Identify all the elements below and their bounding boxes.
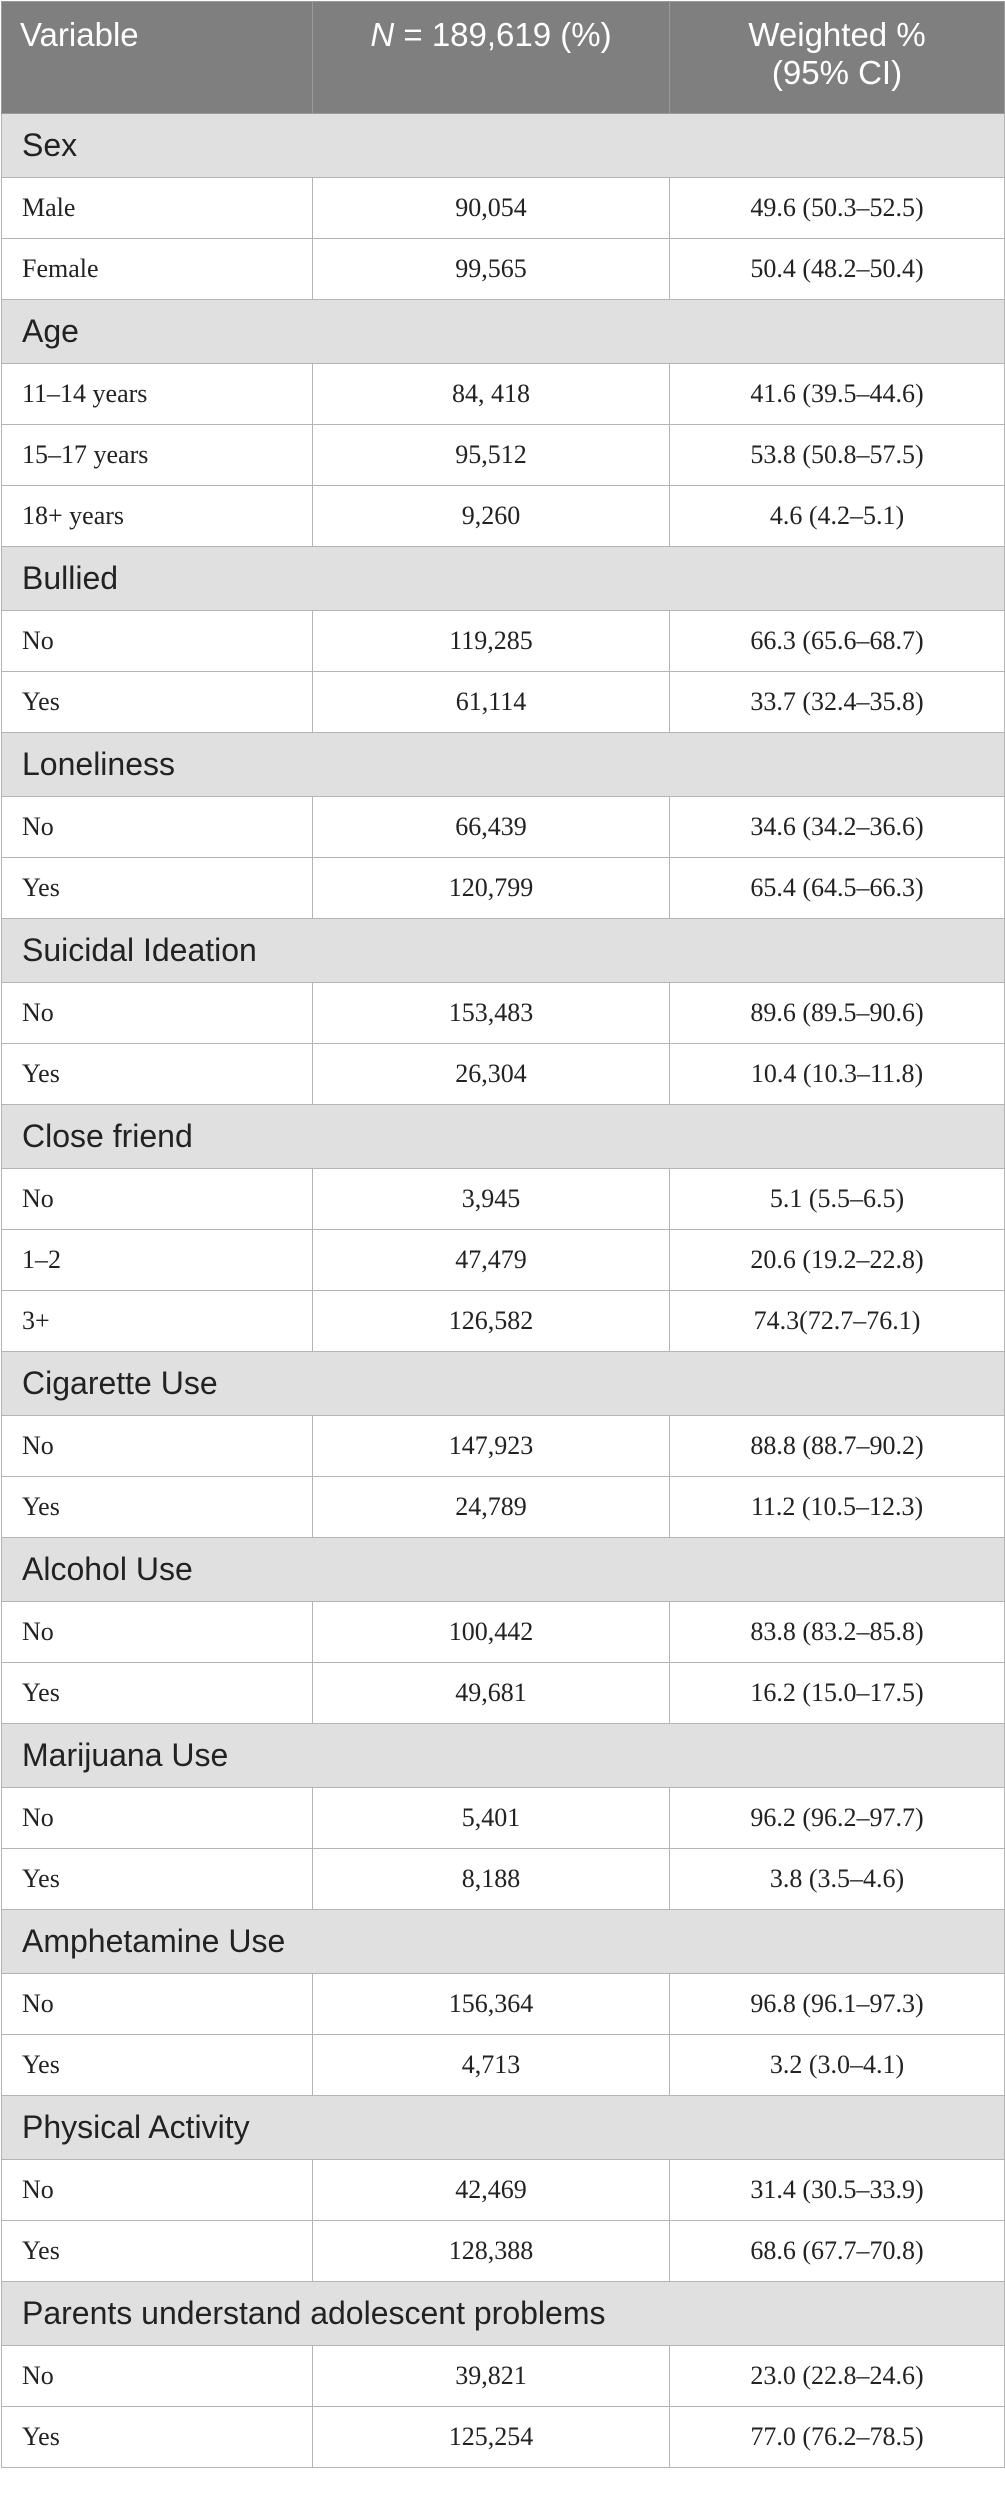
cell-weighted-percent: 10.4 (10.3–11.8)	[670, 1044, 1005, 1105]
cell-count: 4,713	[313, 2035, 670, 2096]
cell-count: 119,285	[313, 611, 670, 672]
section-title: Suicidal Ideation	[2, 919, 1005, 983]
cell-category: Male	[2, 178, 313, 239]
cell-category: No	[2, 2160, 313, 2221]
cell-count: 126,582	[313, 1291, 670, 1352]
table-row	[2, 1974, 1005, 2035]
cell-weighted-percent: 49.6 (50.3–52.5)	[670, 178, 1005, 239]
cell-weighted-percent: 89.6 (89.5–90.6)	[670, 983, 1005, 1044]
data-table	[1, 1, 1005, 2468]
cell-weighted-percent: 53.8 (50.8–57.5)	[670, 425, 1005, 486]
section-title: Bullied	[2, 547, 1005, 611]
cell-weighted-percent: 88.8 (88.7–90.2)	[670, 1416, 1005, 1477]
cell-weighted-percent: 11.2 (10.5–12.3)	[670, 1477, 1005, 1538]
cell-weighted-percent: 96.8 (96.1–97.3)	[670, 1974, 1005, 2035]
header-weighted-line2: (95% CI)	[771, 54, 903, 91]
cell-weighted-percent: 68.6 (67.7–70.8)	[670, 2221, 1005, 2282]
cell-category: Female	[2, 239, 313, 300]
cell-category: No	[2, 983, 313, 1044]
section-title: Physical Activity	[2, 2096, 1005, 2160]
section-row	[2, 733, 1005, 797]
section-row	[2, 1724, 1005, 1788]
cell-category: Yes	[2, 2407, 313, 2468]
table-row	[2, 672, 1005, 733]
table-row	[2, 983, 1005, 1044]
cell-weighted-percent: 33.7 (32.4–35.8)	[670, 672, 1005, 733]
table-row	[2, 797, 1005, 858]
table-row	[2, 1044, 1005, 1105]
cell-count: 5,401	[313, 1788, 670, 1849]
table-row	[2, 425, 1005, 486]
cell-count: 84, 418	[313, 364, 670, 425]
table-row	[2, 178, 1005, 239]
header-weighted-line1: Weighted %	[748, 16, 926, 53]
table-row	[2, 1416, 1005, 1477]
section-title: Parents understand adolescent problems	[2, 2282, 1005, 2346]
table-row	[2, 364, 1005, 425]
cell-category: Yes	[2, 1477, 313, 1538]
section-row	[2, 300, 1005, 364]
cell-category: No	[2, 1169, 313, 1230]
cell-weighted-percent: 96.2 (96.2–97.7)	[670, 1788, 1005, 1849]
cell-category: 1–2	[2, 1230, 313, 1291]
cell-count: 8,188	[313, 1849, 670, 1910]
cell-category: Yes	[2, 672, 313, 733]
section-row	[2, 1105, 1005, 1169]
cell-category: 15–17 years	[2, 425, 313, 486]
section-row	[2, 919, 1005, 983]
cell-weighted-percent: 83.8 (83.2–85.8)	[670, 1602, 1005, 1663]
cell-weighted-percent: 50.4 (48.2–50.4)	[670, 239, 1005, 300]
table-row	[2, 1663, 1005, 1724]
section-row	[2, 114, 1005, 178]
cell-count: 128,388	[313, 2221, 670, 2282]
table-row	[2, 1849, 1005, 1910]
cell-count: 100,442	[313, 1602, 670, 1663]
cell-category: Yes	[2, 1044, 313, 1105]
table-row	[2, 858, 1005, 919]
cell-weighted-percent: 16.2 (15.0–17.5)	[670, 1663, 1005, 1724]
table-row	[2, 2221, 1005, 2282]
section-row	[2, 547, 1005, 611]
table-row	[2, 2035, 1005, 2096]
cell-count: 24,789	[313, 1477, 670, 1538]
cell-count: 42,469	[313, 2160, 670, 2221]
header-n-letter: N	[370, 16, 395, 53]
cell-category: No	[2, 797, 313, 858]
cell-count: 120,799	[313, 858, 670, 919]
cell-weighted-percent: 3.2 (3.0–4.1)	[670, 2035, 1005, 2096]
cell-category: No	[2, 611, 313, 672]
cell-weighted-percent: 77.0 (76.2–78.5)	[670, 2407, 1005, 2468]
table-row	[2, 1291, 1005, 1352]
section-title: Amphetamine Use	[2, 1910, 1005, 1974]
section-title: Alcohol Use	[2, 1538, 1005, 1602]
cell-weighted-percent: 23.0 (22.8–24.6)	[670, 2346, 1005, 2407]
section-row	[2, 1910, 1005, 1974]
cell-category: No	[2, 1974, 313, 2035]
cell-weighted-percent: 31.4 (30.5–33.9)	[670, 2160, 1005, 2221]
cell-weighted-percent: 74.3(72.7–76.1)	[670, 1291, 1005, 1352]
section-title: Age	[2, 300, 1005, 364]
cell-weighted-percent: 41.6 (39.5–44.6)	[670, 364, 1005, 425]
cell-count: 61,114	[313, 672, 670, 733]
cell-count: 9,260	[313, 486, 670, 547]
table-row	[2, 1230, 1005, 1291]
cell-count: 125,254	[313, 2407, 670, 2468]
cell-count: 47,479	[313, 1230, 670, 1291]
table-body	[2, 114, 1005, 2468]
table-header	[2, 2, 1005, 114]
cell-category: 11–14 years	[2, 364, 313, 425]
section-title: Marijuana Use	[2, 1724, 1005, 1788]
cell-category: Yes	[2, 858, 313, 919]
section-row	[2, 2282, 1005, 2346]
cell-count: 156,364	[313, 1974, 670, 2035]
cell-count: 39,821	[313, 2346, 670, 2407]
cell-count: 99,565	[313, 239, 670, 300]
cell-category: No	[2, 1416, 313, 1477]
cell-category: No	[2, 2346, 313, 2407]
table-row	[2, 2346, 1005, 2407]
cell-count: 49,681	[313, 1663, 670, 1724]
cell-category: Yes	[2, 2035, 313, 2096]
section-title: Cigarette Use	[2, 1352, 1005, 1416]
table-row	[2, 2407, 1005, 2468]
cell-count: 66,439	[313, 797, 670, 858]
header-n-rest: = 189,619 (%)	[394, 16, 612, 53]
section-title: Close friend	[2, 1105, 1005, 1169]
section-row	[2, 1538, 1005, 1602]
cell-weighted-percent: 65.4 (64.5–66.3)	[670, 858, 1005, 919]
cell-category: 18+ years	[2, 486, 313, 547]
header-variable: Variable	[2, 2, 313, 114]
cell-count: 95,512	[313, 425, 670, 486]
cell-weighted-percent: 34.6 (34.2–36.6)	[670, 797, 1005, 858]
cell-category: Yes	[2, 1849, 313, 1910]
table-row	[2, 1169, 1005, 1230]
cell-weighted-percent: 5.1 (5.5–6.5)	[670, 1169, 1005, 1230]
table-row	[2, 611, 1005, 672]
header-row	[2, 2, 1005, 114]
table-row	[2, 239, 1005, 300]
cell-weighted-percent: 20.6 (19.2–22.8)	[670, 1230, 1005, 1291]
cell-category: Yes	[2, 1663, 313, 1724]
cell-count: 90,054	[313, 178, 670, 239]
section-row	[2, 2096, 1005, 2160]
cell-count: 153,483	[313, 983, 670, 1044]
cell-category: No	[2, 1602, 313, 1663]
header-n	[313, 2, 670, 114]
table-row	[2, 486, 1005, 547]
cell-count: 3,945	[313, 1169, 670, 1230]
section-title: Loneliness	[2, 733, 1005, 797]
section-title: Sex	[2, 114, 1005, 178]
table-row	[2, 1602, 1005, 1663]
cell-category: Yes	[2, 2221, 313, 2282]
section-row	[2, 1352, 1005, 1416]
table-row	[2, 2160, 1005, 2221]
header-weighted	[670, 2, 1005, 114]
cell-weighted-percent: 4.6 (4.2–5.1)	[670, 486, 1005, 547]
table-row	[2, 1477, 1005, 1538]
cell-category: No	[2, 1788, 313, 1849]
table-row	[2, 1788, 1005, 1849]
cell-count: 26,304	[313, 1044, 670, 1105]
cell-count: 147,923	[313, 1416, 670, 1477]
cell-weighted-percent: 66.3 (65.6–68.7)	[670, 611, 1005, 672]
cell-weighted-percent: 3.8 (3.5–4.6)	[670, 1849, 1005, 1910]
cell-category: 3+	[2, 1291, 313, 1352]
